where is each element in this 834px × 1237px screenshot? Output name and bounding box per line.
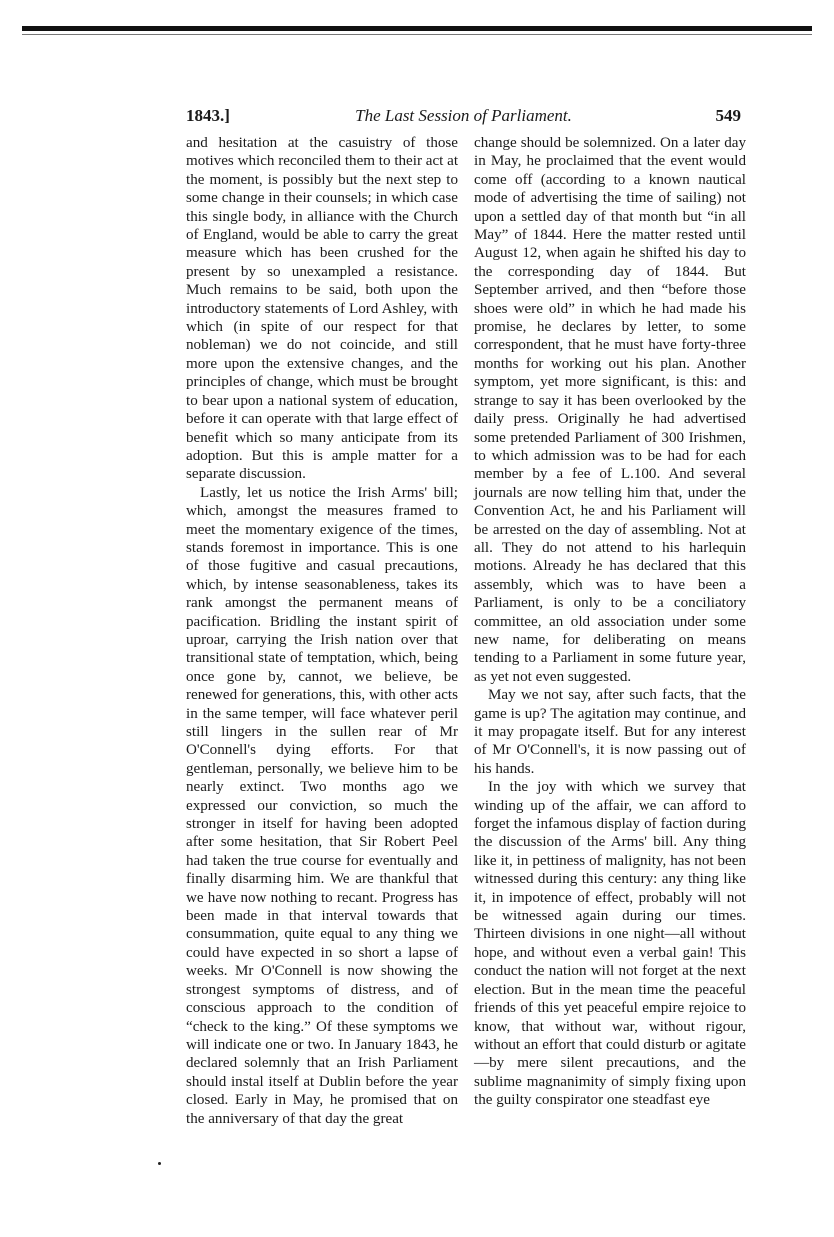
top-rule-thin	[22, 34, 812, 35]
right-column	[474, 134, 746, 1110]
page-number: 549	[715, 106, 741, 125]
header-year: 1843.]	[186, 106, 230, 125]
left-paragraph-2: Lastly, let us notice the Irish Arms' bill; which, amongst the measures framed to meet the momentary exigence of the times, stands foremost in importance. This is one of those fugitive and casual precautions, which, by intense seasonableness, takes its rank amongst the permanent means of pacification. Bridling the instant spirit of uproar, carrying the Irish nation over that transitional state of temptation, which, being once gone by, cannot, we believe, be renewed for generations, this, with other acts in the same temper, will face whatever peril still lingers in the sullen rear of Mr O'Connell's dying efforts. For that gentleman, personally, we believe him to be nearly extinct. Two months ago we expressed our conviction, so much the stronger in itself for having been adopted after some hesitation, that Sir Robert Peel had taken the true course for eventually and finally disarming him. We are thankful that we have now nothing to recant. Progress has been made in that interval towards that consummation, quite equal to any thing we could have expected in so short a lapse of weeks. Mr O'Connell is now showing the strongest symptoms of distress, and of conscious approach to the condition of “check to the king.” Of these symptoms we will indicate one or two. In January 1843, he declared solemnly that an Irish Parliament should instal itself at Dublin before the year closed. Early in May, he promised that on the anniversary of that day the great	[186, 484, 458, 1127]
stray-ink-mark	[158, 1162, 161, 1165]
right-paragraph-1: change should be solemnized. On a later day in May, he proclaimed that the event would come off (according to a known nautical mode of advertising the time of sailing) not upon a settled day of that month but “in all May” of 1844. Here the matter rested until August 12, when again he shifted his day to the corresponding day of 1844. But September arrived, and then “before those shoes were old” in which he had made his promise, he declares by letter, to some correspondent, that he must have forty-three months for working out his plan. Another symptom, yet more significant, is this: and strange to say it has been overlooked by the daily press. Originally he had advertised some pretended Parliament of 300 Irishmen, to which admission was to be had for each member by a fee of L.100. And several journals are now telling him that, under the Convention Act, he and his Parliament will be arrested on the day of assembling. Not at all. They do not attend to his harlequin motions. Already he has declared that this assembly, which was to have been a Parliament, is only to be a conciliatory committee, an old association under some new name, for deliberating on means tending to a Parliament in some future year, as yet not even suggested.	[474, 135, 746, 685]
right-paragraph-2: May we not say, after such facts, that the game is up? The agitation may continue, and it may propagate itself. But for any interest of Mr O'Connell's, it is now passing out of his hands.	[474, 687, 746, 777]
left-column	[186, 134, 458, 1128]
left-paragraph-1: and hesitation at the casuistry of those motives which reconciled them to their act at the moment, is possibly but the next step to some change in their counsels; in which case this single body, in alliance with the Church of England, would be able to carry the great measure which has been crushed for the present by so unexampled a resistance. Much remains to be said, both upon the introductory statements of Lord Ashley, with which (in spite of our respect for that nobleman) we do not coincide, and still more upon the extensive changes, and the principles of change, which must be brought to bear upon a national system of education, before it can operate with that large effect of benefit which so many anticipate from its adoption. But this is ample matter for a separate discussion.	[186, 135, 459, 483]
top-rule	[22, 26, 812, 31]
running-head	[186, 106, 741, 130]
right-paragraph-3: In the joy with which we survey that winding up of the affair, we can afford to forget the infamous display of faction during the discussion of the Arms' bill. Any thing like it, in pettiness of malignity, has not been witnessed during this century: any thing like it, in impotence of effect, probably will not be witnessed again during our times. Thirteen divisions in one night—all without hope, and without even a verbal gain! This conduct the nation will not forget at the next election. But in the mean time the peaceful friends of this yet peaceful empire rejoice to know, that without war, without rigour, without an effort that could disturb or agitate—by mere silent precautions, and the sublime magnanimity of simply fixing upon the guilty conspirator one steadfast eye	[474, 779, 746, 1109]
header-title: The Last Session of Parliament.	[355, 106, 572, 125]
